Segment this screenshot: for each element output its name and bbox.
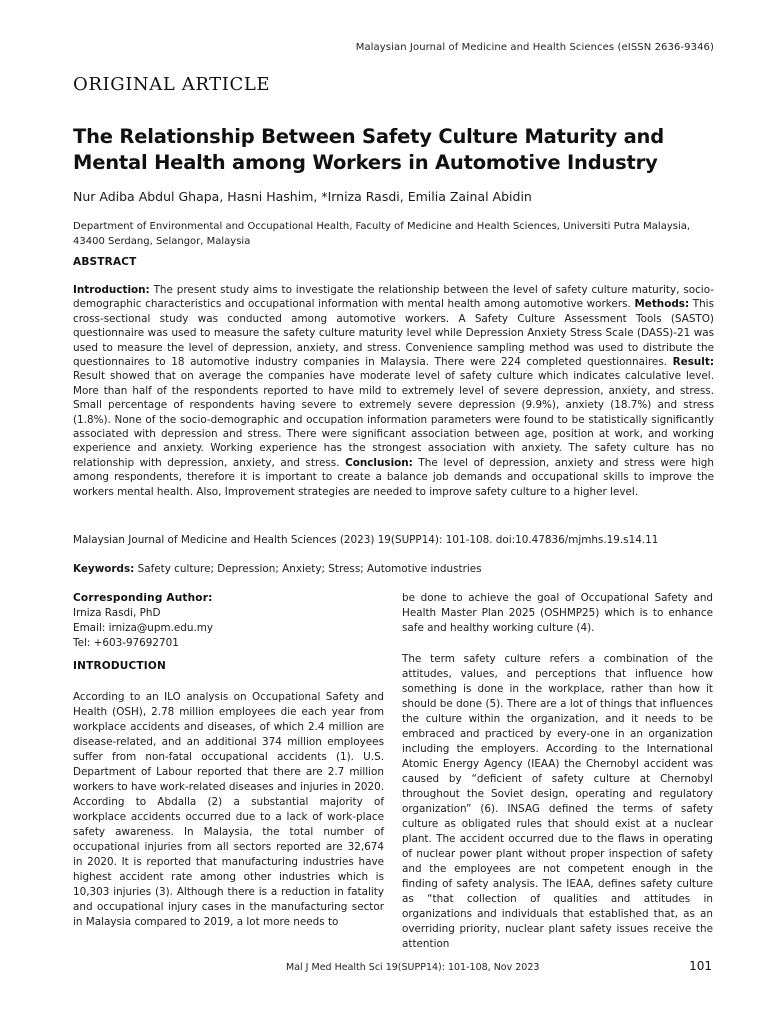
- abstract-methods-label: Methods:: [634, 298, 690, 311]
- article-citation: Malaysian Journal of Medicine and Health Sciences (2023) 19(SUPP14): 101-108. doi:10.47836/mjmhs.19.s14.11: [73, 534, 659, 546]
- article-title: The Relationship Between Safety Culture Maturity and Mental Health among Workers in Automotive Industry: [73, 125, 664, 174]
- corresponding-author-tel: Tel: +603-97692701: [73, 637, 179, 649]
- abstract-intro-text: The present study aims to investigate the relationship between the level of safety culture maturity, socio-demographic characteristics and occupational information with mental health among automotive workers.: [73, 284, 714, 311]
- introduction-paragraph-1: According to an ILO analysis on Occupational Safety and Health (OSH), 2.78 million employees die each year from workplace accidents and diseases, of which 2.4 million are disease-related, and an additional 374 million employees suffer from non-fatal occupational accidents (1). U.S. Department of Labour reported that there are 2.7 million workers to have work-related diseases and injuries in 2020. According to Abdalla (2) a substantial majority of workplace accidents occurred due to a lack of work-place safety awareness. In Malaysia, the total number of occupational injuries from all sectors reported are 32,674 in 2020. It is reported that manufacturing industries have highest accident rate among other industries which is 10,303 injuries (3). Although there is a reduction in fatality and occupational injury cases in the manufacturing sector in Malaysia compared to 2019, a lot more needs to: [73, 691, 384, 928]
- abstract-heading: ABSTRACT: [73, 256, 137, 268]
- introduction-paragraph-2: be done to achieve the goal of Occupational Safety and Health Master Plan 2025 (OSHMP25) which is to enhance safe and healthy working culture (4).: [402, 592, 713, 634]
- keywords-text: Safety culture; Depression; Anxiety; Stress; Automotive industries: [134, 563, 482, 575]
- abstract-conclusion-label: Conclusion:: [345, 456, 413, 469]
- abstract-intro-label: Introduction:: [73, 284, 150, 296]
- corresponding-author-email: Email: irniza@upm.edu.my: [73, 622, 214, 634]
- corresponding-author-heading: Corresponding Author:: [73, 592, 213, 604]
- abstract-methods-text: This cross-sectional study was conducted among automotive workers. A Safety Culture Assessment Tools (SASTO) questionnaire was used to measure the safety culture maturity level while Depression Anxiety Stress Scale (DASS)-21 was used to measure the level of depression, anxiety, and stress. Convenience sampling method was used to distribute the questionnaires to 18 automotive industry companies in Malaysia. There were 224 completed questionnaires.: [73, 298, 714, 369]
- affiliation: Department of Environmental and Occupational Health, Faculty of Medicine and Health Sciences, Universiti Putra Malaysia, 43400 Serdang, Selangor, Malaysia: [73, 221, 691, 247]
- abstract-result-label: Result:: [672, 356, 714, 369]
- abstract-result-text: Result showed that on average the companies have moderate level of safety culture which indicates calculative level. More than half of the respondents reported to have mild to extremely level of severe depression, anxiety, and stress. Small percentage of respondents having severe to extremely severe depression (9.9%), anxiety (18.7%) and stress (1.8%). None of the socio-demographic and occupation information parameters were found to be statistically significantly associated with depression and stress. There were significant association between age, position at work, and working experience and anxiety. Working experience has the strongest association with anxiety. The safety culture has no relationship with depression, anxiety, and stress.: [73, 370, 714, 469]
- introduction-heading: INTRODUCTION: [73, 660, 166, 672]
- right-column: [402, 591, 713, 952]
- corresponding-author-name: Irniza Rasdi, PhD: [73, 607, 161, 619]
- author-list: Nur Adiba Abdul Ghapa, Hasni Hashim, *Irniza Rasdi, Emilia Zainal Abidin: [73, 189, 532, 204]
- keywords-label: Keywords:: [73, 563, 135, 575]
- footer-citation: Mal J Med Health Sci 19(SUPP14): 101-108, Nov 2023: [286, 962, 540, 973]
- left-column: [73, 591, 384, 930]
- journal-header: Malaysian Journal of Medicine and Health Sciences (eISSN 2636-9346): [355, 42, 714, 53]
- keywords: [73, 563, 718, 575]
- abstract-conclusion-text: The level of depression, anxiety and stress were high among respondents, therefore it is important to create a balance job demands and occupational skills to improve the workers mental health. Also, Improvement strategies are needed to improve safety culture to a higher level.: [73, 456, 714, 498]
- article-type: ORIGINAL ARTICLE: [73, 74, 271, 95]
- introduction-paragraph-3: The term safety culture refers a combination of the attitudes, values, and perceptions that influence how something is done in the workplace, rather than how it should be done (5). There are a lot of things that influences the culture within the organization, and it needs to be embraced and practiced by every-one in an organization including the employers. According to the International Atomic Energy Agency (IEAA) the Chernobyl accident was caused by “deficient of safety culture at Chernobyl throughout the Soviet design, operating and regulatory organization” (6). INSAG defined the terms of safety culture as obligated rules that should exist at a nuclear plant. The accident occurred due to the flaws in operating of nuclear power plant without proper inspection of safety and the employees are not competent enough in the finding of safety analysis. The IEAA, defines safety culture as “that collection of qualities and attitudes in organizations and individuals that established that, as an overriding priority, nuclear plant safety issues receive the attention: [402, 653, 713, 950]
- abstract-body: [73, 283, 714, 499]
- page-number: 101: [689, 959, 712, 973]
